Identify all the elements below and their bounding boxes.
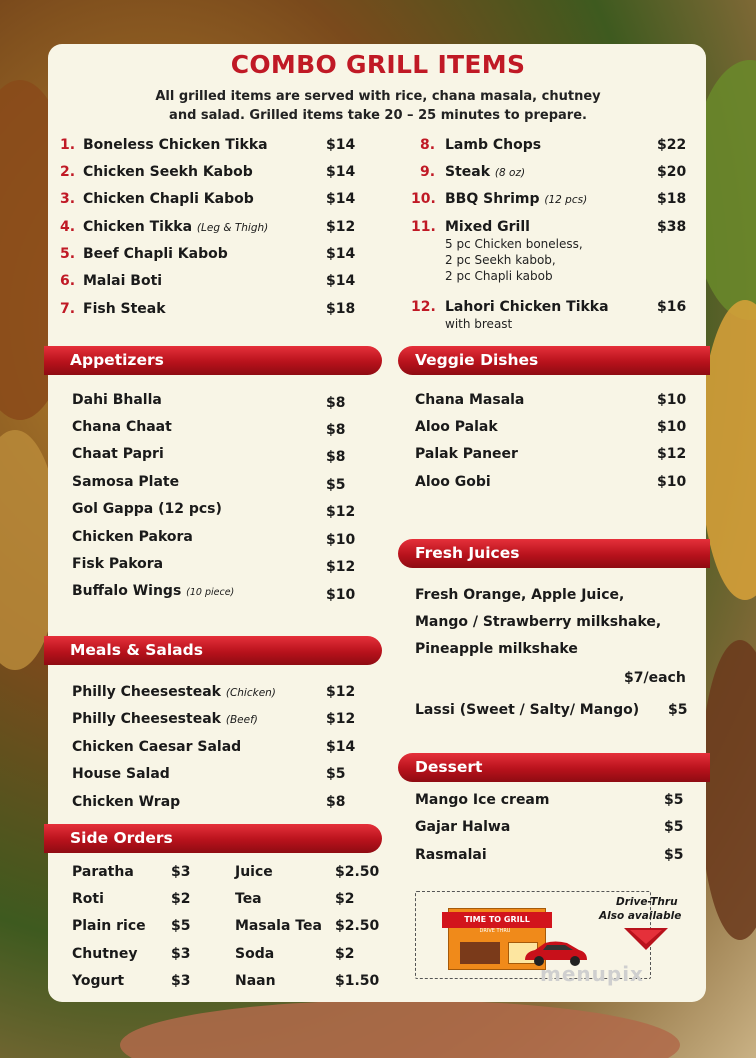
grill-item-number: 11. (411, 219, 436, 235)
grill-item-price: $20 (657, 164, 687, 180)
appetizers-header: Appetizers (44, 346, 382, 375)
list-item-price: $10 (657, 419, 687, 435)
list-item-note: (10 piece) (186, 587, 235, 598)
veggie-header: Veggie Dishes (398, 346, 710, 375)
store-sign-sub: DRIVE THRU (479, 928, 511, 934)
side-name: Juice (235, 864, 273, 880)
list-item-label: Philly Cheesesteak (72, 684, 221, 700)
list-item-price: $8 (326, 449, 346, 465)
juices-header: Fresh Juices (398, 539, 710, 568)
list-item-price: $5 (664, 792, 684, 808)
grill-item-label: Chicken Tikka (83, 219, 193, 235)
list-item-price: $12 (326, 559, 356, 575)
juice-line: Pineapple milkshake (415, 641, 578, 657)
juice-line: Mango / Strawberry milkshake, (415, 614, 662, 630)
side-price: $3 (171, 864, 191, 880)
list-item-name: Fisk Pakora (72, 556, 164, 572)
grill-item-note: (12 pcs) (544, 194, 588, 206)
list-item-price: $5 (326, 766, 346, 782)
side-name: Roti (72, 891, 104, 907)
side-price: $1.50 (335, 973, 380, 989)
list-item-name: Chana Masala (415, 392, 525, 408)
list-item-price: $12 (326, 684, 356, 700)
side-price: $3 (171, 973, 191, 989)
intro-line-2: and salad. Grilled items take 20 – 25 minutes to prepare. (169, 108, 587, 123)
lassi-name: Lassi (Sweet / Salty/ Mango) (415, 702, 640, 718)
list-item-price: $10 (657, 392, 687, 408)
list-item-name: Dahi Bhalla (72, 392, 162, 408)
grill-item-price: $16 (657, 299, 687, 315)
lassi-price: $5 (668, 702, 688, 718)
list-item-name (72, 583, 234, 599)
grill-item-label: BBQ Shrimp (445, 191, 540, 207)
list-item-note: (Beef) (225, 714, 258, 726)
side-price: $2.50 (335, 918, 380, 934)
list-item-price: $12 (326, 711, 356, 727)
list-item-label: Philly Cheesesteak (72, 711, 221, 727)
sides-header: Side Orders (44, 824, 382, 853)
grill-item-name: Lamb Chops (445, 137, 542, 153)
list-item-price: $14 (326, 739, 356, 755)
side-name: Plain rice (72, 918, 146, 934)
list-item-name: Chicken Caesar Salad (72, 739, 242, 755)
grill-item-number: 2. (60, 164, 76, 180)
watermark: menupix (540, 962, 644, 986)
list-item-name: Chicken Pakora (72, 529, 193, 545)
store-sign: TIME TO GRILL (442, 912, 552, 928)
side-name: Soda (235, 946, 275, 962)
grill-item-name: Beef Chapli Kabob (83, 246, 228, 262)
side-name: Masala Tea (235, 918, 322, 934)
list-item-price: $8 (326, 422, 346, 438)
food-background-5 (700, 640, 756, 940)
grill-item-name: Lahori Chicken Tikka (445, 299, 609, 315)
grill-item-price: $14 (326, 164, 356, 180)
list-item-name: Gol Gappa (12 pcs) (72, 501, 222, 517)
grill-item-detail: with breast (445, 317, 513, 331)
side-name: Paratha (72, 864, 134, 880)
list-item-price: $12 (326, 504, 356, 520)
grill-item-number: 6. (60, 273, 76, 289)
page-title: COMBO GRILL ITEMS (230, 50, 526, 79)
store-window (460, 942, 500, 964)
grill-item-note: (8 oz) (494, 167, 526, 179)
list-item-price: $10 (326, 532, 356, 548)
side-name: Chutney (72, 946, 138, 962)
grill-item-note: (Leg & Thigh) (196, 222, 269, 234)
intro-line-1: All grilled items are served with rice, chana masala, chutney (155, 89, 601, 104)
grill-item-number: 7. (60, 301, 76, 317)
grill-item-name: Chicken Seekh Kabob (83, 164, 253, 180)
grill-item-name: Mixed Grill (445, 219, 530, 235)
list-item-name: Gajar Halwa (415, 819, 511, 835)
grill-item-price: $14 (326, 246, 356, 262)
grill-item-detail: 2 pc Chapli kabob (445, 269, 553, 283)
list-item-label: Buffalo Wings (72, 583, 182, 599)
food-background-6 (120, 1000, 680, 1058)
list-item-name (72, 684, 276, 700)
list-item-name: Chicken Wrap (72, 794, 181, 810)
list-item-price: $10 (326, 587, 356, 603)
side-name: Yogurt (72, 973, 125, 989)
list-item-name: Samosa Plate (72, 474, 180, 490)
side-price: $2 (335, 946, 355, 962)
list-item-price: $5 (326, 477, 346, 493)
grill-item-price: $18 (326, 301, 356, 317)
list-item-name: Chana Chaat (72, 419, 172, 435)
grill-item-price: $12 (326, 219, 356, 235)
grill-item-price: $14 (326, 137, 356, 153)
grill-item-number: 3. (60, 191, 76, 207)
grill-item-price: $14 (326, 273, 356, 289)
grill-item-number: 4. (60, 219, 76, 235)
grill-item-name: Chicken Chapli Kabob (83, 191, 254, 207)
list-item-price: $8 (326, 395, 346, 411)
grill-item-price: $38 (657, 219, 687, 235)
side-price: $2 (171, 891, 191, 907)
grill-item-number: 12. (411, 299, 436, 315)
grill-item-number: 5. (60, 246, 76, 262)
list-item-name: Rasmalai (415, 847, 487, 863)
list-item-price: $10 (657, 474, 687, 490)
list-item-price: $5 (664, 819, 684, 835)
list-item-name: Chaat Papri (72, 446, 164, 462)
side-name: Tea (235, 891, 262, 907)
list-item-price: $8 (326, 794, 346, 810)
list-item-name: Palak Paneer (415, 446, 518, 462)
grill-item-name: Fish Steak (83, 301, 166, 317)
list-item-name: House Salad (72, 766, 170, 782)
grill-item-name (83, 219, 268, 235)
side-name: Naan (235, 973, 276, 989)
grill-item-price: $14 (326, 191, 356, 207)
list-item-price: $5 (664, 847, 684, 863)
grill-item-name (445, 164, 525, 180)
grill-item-detail: 5 pc Chicken boneless, (445, 237, 583, 251)
juice-price: $7/each (624, 670, 686, 686)
grill-item-detail: 2 pc Seekh kabob, (445, 253, 556, 267)
list-item-note: (Chicken) (225, 687, 276, 699)
grill-item-number: 9. (420, 164, 436, 180)
drive-thru-label: Drive-Thru (616, 896, 678, 908)
juice-line: Fresh Orange, Apple Juice, (415, 587, 625, 603)
grill-item-name: Boneless Chicken Tikka (83, 137, 268, 153)
list-item-name (72, 711, 258, 727)
side-price: $3 (171, 946, 191, 962)
arrow-down-icon (622, 926, 670, 952)
drive-thru-sublabel: Also available (599, 910, 682, 922)
side-price: $2 (335, 891, 355, 907)
grill-item-price: $22 (657, 137, 687, 153)
side-price: $5 (171, 918, 191, 934)
grill-item-price: $18 (657, 191, 687, 207)
list-item-name: Aloo Palak (415, 419, 498, 435)
list-item-name: Aloo Gobi (415, 474, 491, 490)
grill-item-name: Malai Boti (83, 273, 163, 289)
dessert-header: Dessert (398, 753, 710, 782)
meals-header: Meals & Salads (44, 636, 382, 665)
grill-item-label: Steak (445, 164, 491, 180)
grill-item-number: 10. (411, 191, 436, 207)
grill-item-number: 1. (60, 137, 76, 153)
list-item-price: $12 (657, 446, 687, 462)
grill-item-name (445, 191, 587, 207)
list-item-name: Mango Ice cream (415, 792, 550, 808)
side-price: $2.50 (335, 864, 380, 880)
menu-panel (48, 44, 706, 1002)
grill-item-number: 8. (420, 137, 436, 153)
